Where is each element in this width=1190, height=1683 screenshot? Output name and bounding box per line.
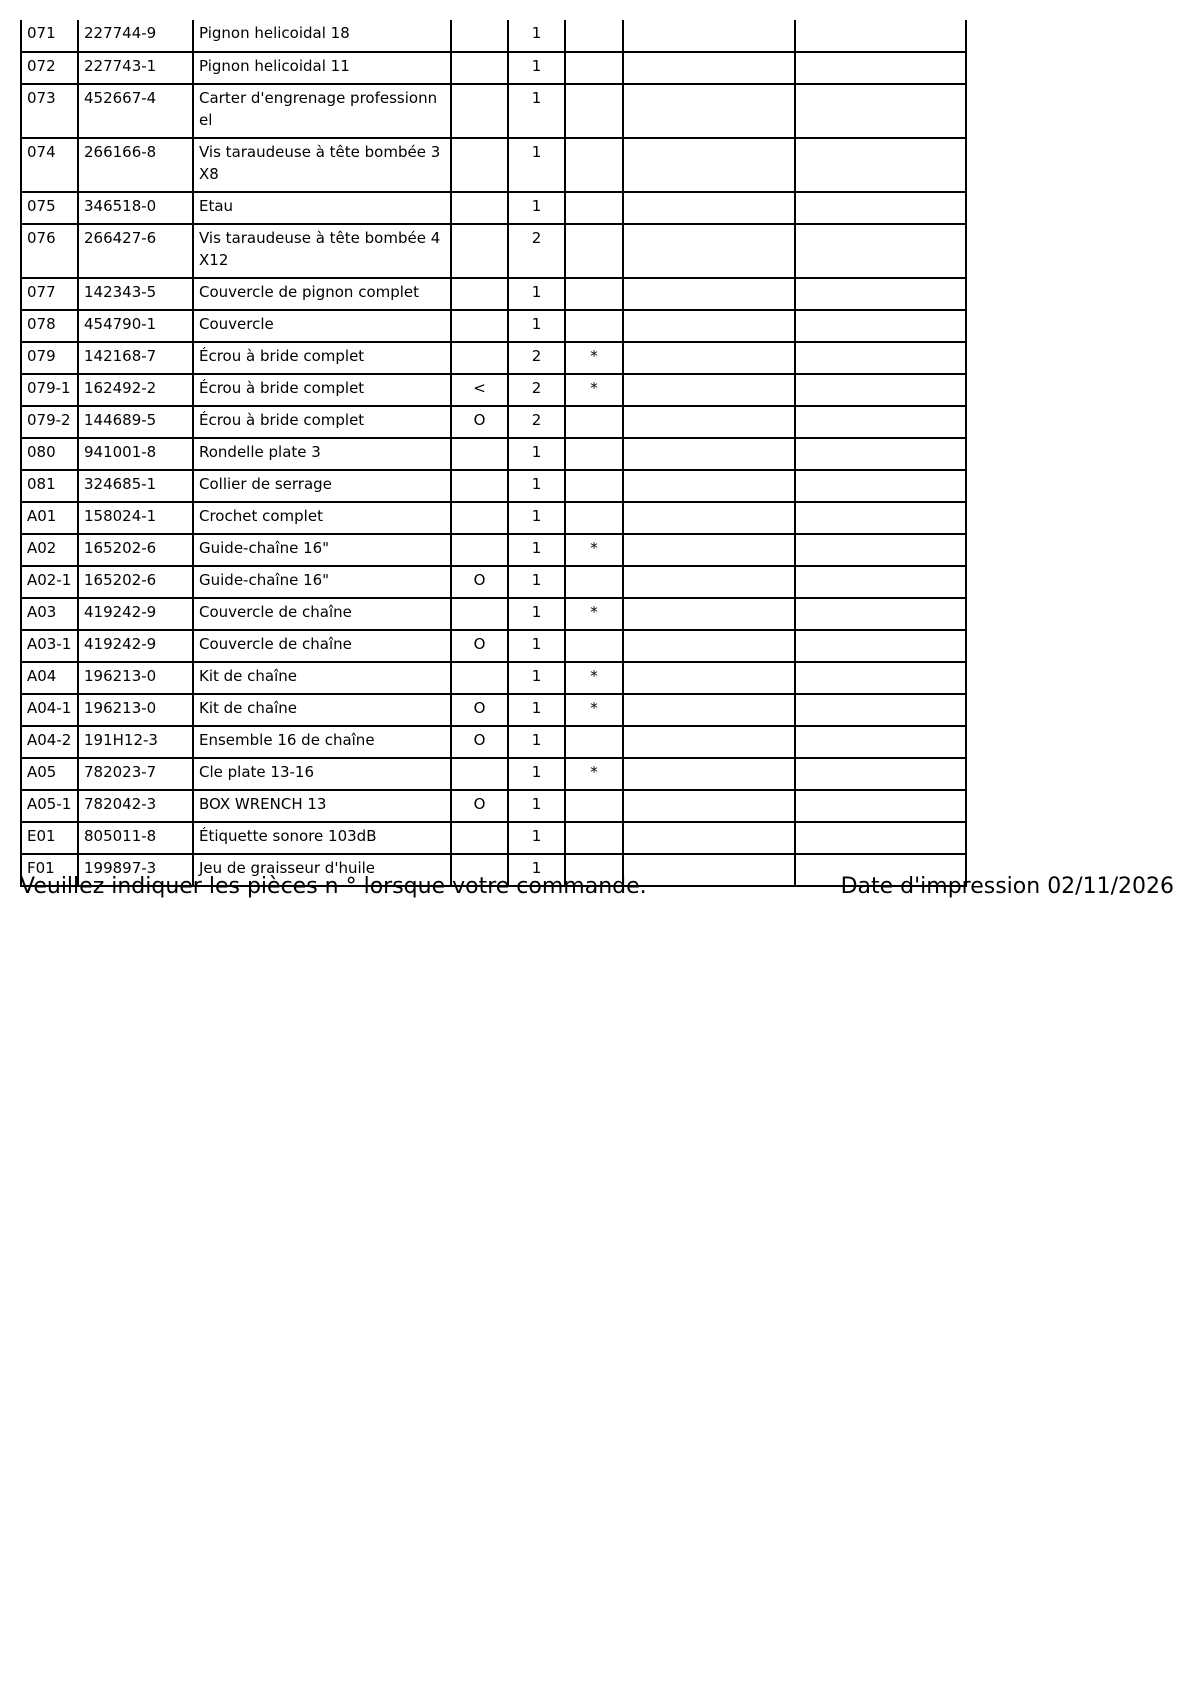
blank-cell-1 <box>623 310 795 342</box>
item-number-cell: A03-1 <box>21 630 78 662</box>
blank-cell-2 <box>795 598 966 630</box>
option-cell <box>451 192 508 224</box>
part-number-cell: 805011-8 <box>78 822 193 854</box>
option-cell: O <box>451 630 508 662</box>
option-cell <box>451 278 508 310</box>
table-row <box>21 790 966 822</box>
blank-cell-2 <box>795 470 966 502</box>
part-number-cell: 419242-9 <box>78 630 193 662</box>
blank-cell-2 <box>795 822 966 854</box>
part-number-cell: 142168-7 <box>78 342 193 374</box>
part-number-cell: 227744-9 <box>78 20 193 52</box>
item-number-cell: A05-1 <box>21 790 78 822</box>
table-row <box>21 566 966 598</box>
quantity-cell: 1 <box>508 630 565 662</box>
part-number-cell: 266166-8 <box>78 138 193 192</box>
quantity-cell: 1 <box>508 502 565 534</box>
blank-cell-1 <box>623 374 795 406</box>
option-cell: < <box>451 374 508 406</box>
part-number-cell: 199897-3 <box>78 854 193 886</box>
part-number-cell: 419242-9 <box>78 598 193 630</box>
table-row <box>21 310 966 342</box>
part-number-cell: 227743-1 <box>78 52 193 84</box>
blank-cell-2 <box>795 502 966 534</box>
note-cell <box>565 438 623 470</box>
option-cell <box>451 438 508 470</box>
table-row <box>21 726 966 758</box>
description-cell: Guide-chaîne 16" <box>193 566 451 598</box>
note-cell <box>565 790 623 822</box>
blank-cell-1 <box>623 662 795 694</box>
blank-cell-2 <box>795 278 966 310</box>
note-cell <box>565 20 623 52</box>
note-cell <box>565 726 623 758</box>
table-row <box>21 758 966 790</box>
table-row <box>21 438 966 470</box>
option-cell: O <box>451 566 508 598</box>
option-cell <box>451 502 508 534</box>
blank-cell-2 <box>795 192 966 224</box>
quantity-cell: 1 <box>508 192 565 224</box>
table-row <box>21 406 966 438</box>
blank-cell-2 <box>795 694 966 726</box>
table-row <box>21 374 966 406</box>
option-cell: O <box>451 790 508 822</box>
blank-cell-1 <box>623 630 795 662</box>
option-cell <box>451 534 508 566</box>
blank-cell-2 <box>795 406 966 438</box>
blank-cell-1 <box>623 854 795 886</box>
note-cell: * <box>565 342 623 374</box>
quantity-cell: 1 <box>508 438 565 470</box>
table-row <box>21 470 966 502</box>
table-row <box>21 278 966 310</box>
quantity-cell: 1 <box>508 566 565 598</box>
option-cell <box>451 20 508 52</box>
quantity-cell: 1 <box>508 854 565 886</box>
quantity-cell: 1 <box>508 598 565 630</box>
note-cell: * <box>565 598 623 630</box>
quantity-cell: 1 <box>508 534 565 566</box>
item-number-cell: 079-2 <box>21 406 78 438</box>
description-cell: Pignon helicoidal 11 <box>193 52 451 84</box>
option-cell <box>451 598 508 630</box>
note-cell: * <box>565 694 623 726</box>
option-cell: O <box>451 726 508 758</box>
part-number-cell: 266427-6 <box>78 224 193 278</box>
table-row <box>21 84 966 138</box>
table-row <box>21 694 966 726</box>
part-number-cell: 454790-1 <box>78 310 193 342</box>
quantity-cell: 2 <box>508 374 565 406</box>
quantity-cell: 1 <box>508 822 565 854</box>
blank-cell-2 <box>795 438 966 470</box>
note-cell: * <box>565 374 623 406</box>
option-cell: O <box>451 406 508 438</box>
item-number-cell: A02-1 <box>21 566 78 598</box>
blank-cell-1 <box>623 406 795 438</box>
quantity-cell: 1 <box>508 470 565 502</box>
part-number-cell: 165202-6 <box>78 566 193 598</box>
table-row <box>21 598 966 630</box>
quantity-cell: 1 <box>508 278 565 310</box>
parts-table <box>20 20 967 887</box>
item-number-cell: 071 <box>21 20 78 52</box>
part-number-cell: 191H12-3 <box>78 726 193 758</box>
option-cell <box>451 224 508 278</box>
item-number-cell: F01 <box>21 854 78 886</box>
option-cell <box>451 84 508 138</box>
note-cell <box>565 224 623 278</box>
item-number-cell: A04-2 <box>21 726 78 758</box>
item-number-cell: 078 <box>21 310 78 342</box>
blank-cell-1 <box>623 438 795 470</box>
table-row <box>21 192 966 224</box>
table-row <box>21 822 966 854</box>
blank-cell-2 <box>795 790 966 822</box>
note-cell <box>565 138 623 192</box>
blank-cell-1 <box>623 726 795 758</box>
blank-cell-2 <box>795 374 966 406</box>
item-number-cell: 076 <box>21 224 78 278</box>
note-cell <box>565 406 623 438</box>
part-number-cell: 452667-4 <box>78 84 193 138</box>
table-row <box>21 138 966 192</box>
blank-cell-2 <box>795 84 966 138</box>
description-cell: Couvercle de pignon complet <box>193 278 451 310</box>
blank-cell-2 <box>795 726 966 758</box>
item-number-cell: 081 <box>21 470 78 502</box>
note-cell <box>565 502 623 534</box>
blank-cell-1 <box>623 758 795 790</box>
blank-cell-2 <box>795 52 966 84</box>
option-cell <box>451 342 508 374</box>
description-cell: Écrou à bride complet <box>193 374 451 406</box>
part-number-cell: 941001-8 <box>78 438 193 470</box>
description-cell: Vis taraudeuse à tête bombée 4X12 <box>193 224 451 278</box>
description-cell: Rondelle plate 3 <box>193 438 451 470</box>
item-number-cell: A04 <box>21 662 78 694</box>
order-instruction-note: Veuillez indiquer les pièces n ° lorsque votre commande. <box>20 874 647 899</box>
description-cell: Couvercle <box>193 310 451 342</box>
description-cell: Couvercle de chaîne <box>193 598 451 630</box>
blank-cell-2 <box>795 662 966 694</box>
blank-cell-1 <box>623 822 795 854</box>
item-number-cell: A02 <box>21 534 78 566</box>
note-cell: * <box>565 758 623 790</box>
description-cell: Jeu de graisseur d'huile <box>193 854 451 886</box>
note-cell <box>565 192 623 224</box>
description-cell: BOX WRENCH 13 <box>193 790 451 822</box>
blank-cell-2 <box>795 342 966 374</box>
description-cell: Pignon helicoidal 18 <box>193 20 451 52</box>
note-cell <box>565 84 623 138</box>
item-number-cell: 077 <box>21 278 78 310</box>
table-row <box>21 662 966 694</box>
item-number-cell: 079-1 <box>21 374 78 406</box>
blank-cell-1 <box>623 470 795 502</box>
table-row <box>21 630 966 662</box>
note-cell <box>565 310 623 342</box>
option-cell <box>451 662 508 694</box>
blank-cell-2 <box>795 20 966 52</box>
quantity-cell: 1 <box>508 662 565 694</box>
blank-cell-1 <box>623 598 795 630</box>
blank-cell-1 <box>623 224 795 278</box>
blank-cell-1 <box>623 566 795 598</box>
note-cell: * <box>565 534 623 566</box>
part-number-cell: 782042-3 <box>78 790 193 822</box>
part-number-cell: 165202-6 <box>78 534 193 566</box>
item-number-cell: 073 <box>21 84 78 138</box>
quantity-cell: 1 <box>508 310 565 342</box>
blank-cell-2 <box>795 310 966 342</box>
item-number-cell: 075 <box>21 192 78 224</box>
description-cell: Écrou à bride complet <box>193 342 451 374</box>
note-cell: * <box>565 662 623 694</box>
quantity-cell: 1 <box>508 790 565 822</box>
note-cell <box>565 566 623 598</box>
option-cell <box>451 758 508 790</box>
part-number-cell: 782023-7 <box>78 758 193 790</box>
part-number-cell: 162492-2 <box>78 374 193 406</box>
note-cell <box>565 52 623 84</box>
quantity-cell: 2 <box>508 224 565 278</box>
quantity-cell: 1 <box>508 84 565 138</box>
option-cell <box>451 138 508 192</box>
blank-cell-1 <box>623 278 795 310</box>
description-cell: Crochet complet <box>193 502 451 534</box>
quantity-cell: 1 <box>508 758 565 790</box>
table-row <box>21 342 966 374</box>
part-number-cell: 196213-0 <box>78 662 193 694</box>
blank-cell-2 <box>795 534 966 566</box>
blank-cell-1 <box>623 84 795 138</box>
blank-cell-1 <box>623 20 795 52</box>
item-number-cell: 072 <box>21 52 78 84</box>
blank-cell-1 <box>623 138 795 192</box>
part-number-cell: 144689-5 <box>78 406 193 438</box>
part-number-cell: 324685-1 <box>78 470 193 502</box>
option-cell <box>451 470 508 502</box>
item-number-cell: A03 <box>21 598 78 630</box>
item-number-cell: A01 <box>21 502 78 534</box>
option-cell <box>451 310 508 342</box>
item-number-cell: 074 <box>21 138 78 192</box>
blank-cell-1 <box>623 192 795 224</box>
description-cell: Ensemble 16 de chaîne <box>193 726 451 758</box>
blank-cell-2 <box>795 224 966 278</box>
description-cell: Guide-chaîne 16" <box>193 534 451 566</box>
description-cell: Kit de chaîne <box>193 662 451 694</box>
parts-table-body <box>21 20 966 886</box>
item-number-cell: 079 <box>21 342 78 374</box>
blank-cell-1 <box>623 694 795 726</box>
quantity-cell: 1 <box>508 138 565 192</box>
description-cell: Écrou à bride complet <box>193 406 451 438</box>
blank-cell-2 <box>795 630 966 662</box>
print-date: Date d'impression 02/11/2026 <box>840 874 1174 899</box>
table-row <box>21 534 966 566</box>
quantity-cell: 2 <box>508 342 565 374</box>
part-number-cell: 346518-0 <box>78 192 193 224</box>
description-cell: Kit de chaîne <box>193 694 451 726</box>
description-cell: Cle plate 13-16 <box>193 758 451 790</box>
blank-cell-2 <box>795 758 966 790</box>
description-cell: Etau <box>193 192 451 224</box>
quantity-cell: 1 <box>508 726 565 758</box>
option-cell: O <box>451 694 508 726</box>
item-number-cell: A04-1 <box>21 694 78 726</box>
blank-cell-1 <box>623 502 795 534</box>
table-row <box>21 52 966 84</box>
item-number-cell: A05 <box>21 758 78 790</box>
table-row <box>21 224 966 278</box>
description-cell: Couvercle de chaîne <box>193 630 451 662</box>
quantity-cell: 2 <box>508 406 565 438</box>
table-row <box>21 20 966 52</box>
part-number-cell: 142343-5 <box>78 278 193 310</box>
description-cell: Collier de serrage <box>193 470 451 502</box>
blank-cell-2 <box>795 138 966 192</box>
note-cell <box>565 630 623 662</box>
note-cell <box>565 470 623 502</box>
description-cell: Étiquette sonore 103dB <box>193 822 451 854</box>
option-cell <box>451 52 508 84</box>
option-cell <box>451 822 508 854</box>
blank-cell-2 <box>795 566 966 598</box>
part-number-cell: 158024-1 <box>78 502 193 534</box>
description-cell: Vis taraudeuse à tête bombée 3X8 <box>193 138 451 192</box>
quantity-cell: 1 <box>508 20 565 52</box>
note-cell <box>565 822 623 854</box>
blank-cell-1 <box>623 790 795 822</box>
note-cell <box>565 278 623 310</box>
part-number-cell: 196213-0 <box>78 694 193 726</box>
item-number-cell: 080 <box>21 438 78 470</box>
quantity-cell: 1 <box>508 694 565 726</box>
blank-cell-1 <box>623 52 795 84</box>
blank-cell-1 <box>623 534 795 566</box>
quantity-cell: 1 <box>508 52 565 84</box>
item-number-cell: E01 <box>21 822 78 854</box>
table-row <box>21 502 966 534</box>
blank-cell-1 <box>623 342 795 374</box>
description-cell: Carter d'engrenage professionnel <box>193 84 451 138</box>
